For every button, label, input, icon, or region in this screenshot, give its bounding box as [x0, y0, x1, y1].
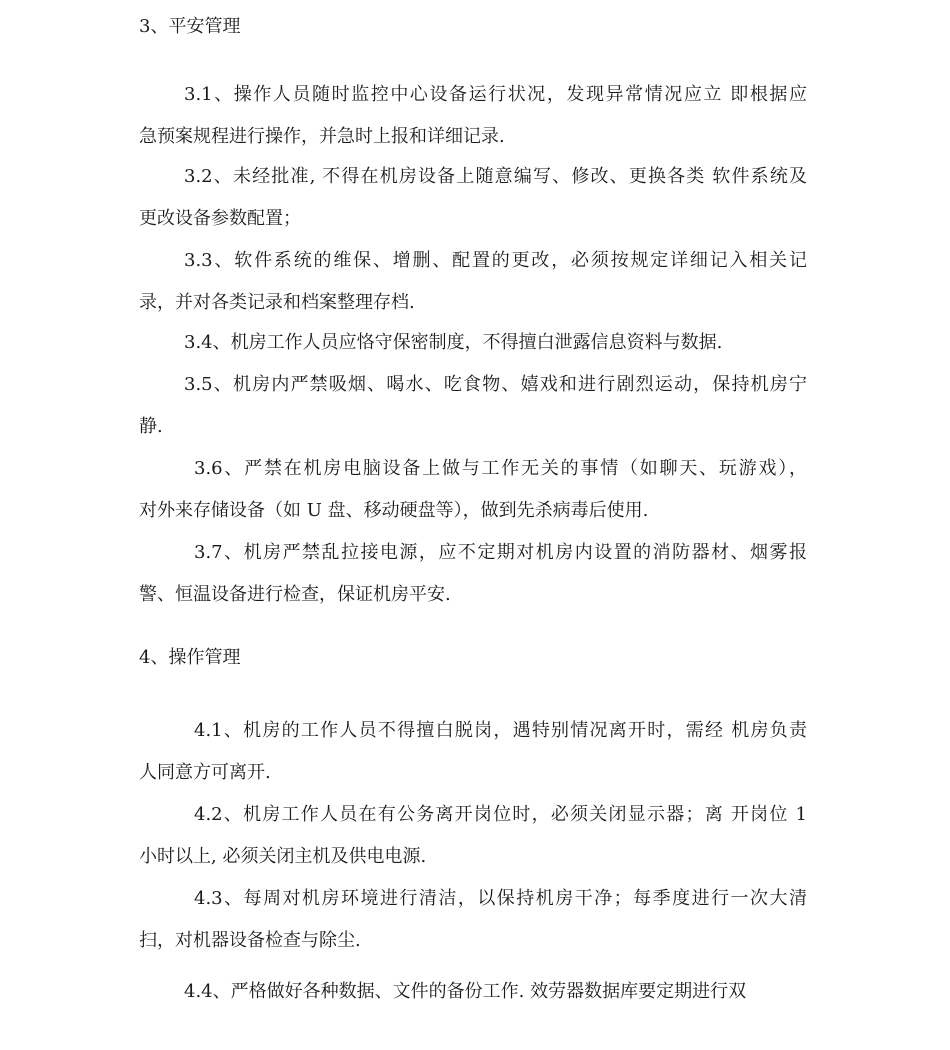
clause-line: 4.3、每周对机房环境进行清洁，以保持机房干净；每季度进行一次大清	[194, 888, 807, 909]
clause-line: 静.	[139, 416, 163, 437]
clause-line: 警、恒温设备进行检查，保证机房平安.	[139, 584, 451, 605]
clause-line: 扫，对机器设备检查与除尘.	[139, 930, 361, 951]
clause-line: 4.1、机房的工作人员不得擅白脱岗，遇特别情况离开时，需经 机房负责	[194, 720, 807, 741]
clause-4-4	[139, 971, 807, 1013]
clause-3-6	[139, 448, 807, 532]
clause-line: 3.7、机房严禁乱拉接电源，应不定期对机房内设置的消防器材、烟雾报	[194, 542, 807, 563]
clause-3-1	[139, 74, 807, 158]
clause-line: 3.6、严禁在机房电脑设备上做与工作无关的事情（如聊天、玩游戏），	[194, 458, 807, 479]
clause-line: 人同意方可离开.	[139, 762, 271, 783]
clause-line: 小时以上, 必须关闭主机及供电电源.	[139, 846, 427, 867]
clause-line: 4.4、严格做好各种数据、文件的备份工作. 效劳器数据库要定期进行双	[184, 981, 747, 1002]
clause-3-3	[139, 240, 807, 324]
clause-line: 3.1、操作人员随时监控中心设备运行状况，发现异常情况应立 即根据应	[184, 84, 807, 105]
clause-line: 3.4、机房工作人员应恪守保密制度，不得擅白泄露信息资料与数据.	[184, 332, 723, 353]
clause-line: 3.2、未经批准, 不得在机房设备上随意编写、修改、更换各类 软件系统及	[184, 166, 807, 187]
clause-3-2	[139, 156, 807, 240]
clause-3-7	[139, 532, 807, 616]
clause-line: 对外来存储设备（如 U 盘、移动硬盘等），做到先杀病毒后使用.	[139, 500, 649, 521]
section-heading-3: 3、平安管理	[139, 16, 241, 37]
section-heading-4: 4、操作管理	[139, 647, 241, 668]
clause-line: 急预案规程进行操作，并急时上报和详细记录.	[139, 126, 505, 147]
clause-4-2	[139, 794, 807, 878]
clause-line: 4.2、机房工作人员在有公务离开岗位时，必须关闭显示器；离 开岗位 1	[194, 804, 807, 825]
clause-line: 3.3、软件系统的维保、增删、配置的更改，必须按规定详细记入相关记	[184, 250, 807, 271]
clause-line: 录，并对各类记录和档案整理存档.	[139, 292, 415, 313]
clause-3-5	[139, 364, 807, 448]
clause-4-1	[139, 710, 807, 794]
clause-3-4	[139, 322, 807, 364]
clause-4-3	[139, 878, 807, 962]
clause-line: 更改设备参数配置；	[139, 208, 301, 229]
clause-line: 3.5、机房内严禁吸烟、喝水、吃食物、嬉戏和进行剧烈运动，保持机房宁	[184, 374, 807, 395]
